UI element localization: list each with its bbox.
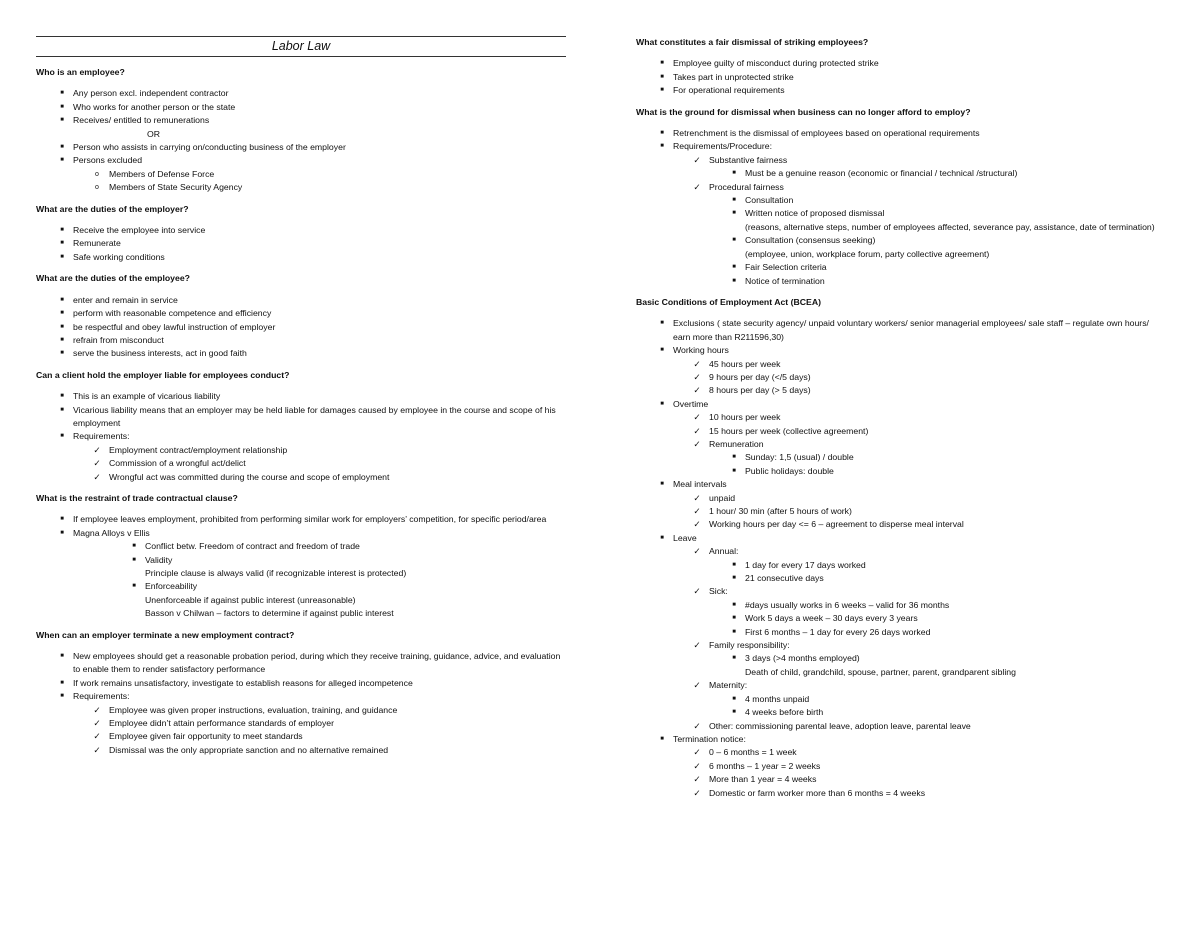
square-bullet-icon: ■ xyxy=(60,336,64,343)
square-bullet-icon: ■ xyxy=(132,556,136,563)
list-item-text: Employee didn’t attain performance standards of employer xyxy=(109,718,335,729)
section-list xyxy=(36,650,566,757)
list-item xyxy=(636,261,1166,274)
square-bullet-icon: ■ xyxy=(732,655,736,662)
list-item-text: Magna Alloys v Ellis xyxy=(73,527,150,538)
list-item-text: Requirements: xyxy=(73,431,130,442)
list-item xyxy=(636,787,1166,800)
square-bullet-icon: ■ xyxy=(60,679,64,686)
list-item-text: For operational requirements xyxy=(673,85,785,96)
section-heading: What is the ground for dismissal when business can no longer afford to employ? xyxy=(636,106,971,117)
list-item-text: Meal intervals xyxy=(673,479,727,490)
list-item xyxy=(36,457,566,470)
square-bullet-icon: ■ xyxy=(660,87,664,94)
list-item xyxy=(36,101,566,114)
list-item-text: If work remains unsatisfactory, investigate to establish reasons for alleged incompetence xyxy=(73,677,413,688)
list-item-text: Members of Defense Force xyxy=(109,168,215,179)
list-item xyxy=(636,492,1166,505)
list-item-text: 1 hour/ 30 min (after 5 hours of work) xyxy=(709,506,852,516)
list-item-text: Public holidays: double xyxy=(745,465,834,476)
section-heading: When can an employer terminate a new employment contract? xyxy=(36,629,295,640)
list-item xyxy=(636,154,1166,167)
list-item xyxy=(36,717,566,730)
list-item xyxy=(636,234,1166,247)
list-item xyxy=(636,666,1166,679)
section-heading: What is the restraint of trade contractual clause? xyxy=(36,492,238,503)
list-item xyxy=(36,404,566,431)
list-item-text: Exclusions ( state security agency/ unpaid voluntary workers/ senior managerial employees/ sale staff – regulate own hours/ earn more than R211596,30) xyxy=(673,318,1149,342)
square-bullet-icon: ■ xyxy=(60,516,64,523)
list-item xyxy=(36,307,566,320)
square-bullet-icon: ■ xyxy=(60,693,64,700)
square-bullet-icon: ■ xyxy=(660,73,664,80)
square-bullet-icon: ■ xyxy=(60,240,64,247)
list-item-text: If employee leaves employment, prohibited from performing similar work for employers’ competition, for specific period/area xyxy=(73,514,547,525)
list-item-text: Principle clause is always valid (if recognizable interest is protected) xyxy=(145,568,407,578)
list-item xyxy=(636,371,1166,384)
square-bullet-icon: ■ xyxy=(660,481,664,488)
square-bullet-icon: ■ xyxy=(60,253,64,260)
list-item-text: Death of child, grandchild, spouse, partner, parent, grandparent sibling xyxy=(745,666,1016,677)
list-item xyxy=(636,545,1166,558)
checkmark-icon: ✓ xyxy=(693,787,701,798)
list-item-text: Overtime xyxy=(673,398,709,409)
list-item xyxy=(636,733,1166,746)
list-item-text: Termination notice: xyxy=(673,733,746,744)
square-bullet-icon: ■ xyxy=(732,601,736,608)
square-bullet-icon: ■ xyxy=(660,130,664,137)
list-item-text: Leave xyxy=(673,532,697,543)
checkmark-icon: ✓ xyxy=(93,471,101,482)
list-item xyxy=(636,221,1166,234)
list-item xyxy=(36,471,566,484)
list-item-text: Vicarious liability means that an employer may be held liable for damages caused by employee in the course and scope of his employment xyxy=(73,404,556,428)
list-item xyxy=(636,384,1166,397)
checkmark-icon: ✓ xyxy=(693,760,701,771)
checkmark-icon: ✓ xyxy=(693,720,701,731)
checkmark-icon: ✓ xyxy=(93,458,101,469)
list-item xyxy=(636,398,1166,411)
square-bullet-icon: ■ xyxy=(60,529,64,536)
list-item-text: OR xyxy=(147,128,161,139)
list-item xyxy=(36,251,566,264)
list-item xyxy=(636,505,1166,518)
circle-bullet-icon: o xyxy=(95,170,99,178)
checkmark-icon: ✓ xyxy=(693,371,701,382)
checkmark-icon: ✓ xyxy=(93,718,101,729)
square-bullet-icon: ■ xyxy=(732,467,736,474)
list-item xyxy=(636,181,1166,194)
right-column xyxy=(636,36,1166,808)
list-item xyxy=(636,693,1166,706)
list-item-text: Members of State Security Agency xyxy=(109,182,243,193)
list-item xyxy=(636,317,1166,344)
list-item-text: enter and remain in service xyxy=(73,294,178,305)
square-bullet-icon: ■ xyxy=(60,90,64,97)
checkmark-icon: ✓ xyxy=(693,546,701,557)
list-item-text: Person who assists in carrying on/conducting business of the employer xyxy=(73,142,346,153)
list-item-text: Requirements/Procedure: xyxy=(673,141,772,152)
list-item xyxy=(36,141,566,154)
list-item-text: Wrongful act was committed during the course and scope of employment xyxy=(109,471,390,482)
list-item-text: Unenforceable if against public interest (unreasonable) xyxy=(145,594,356,605)
list-item xyxy=(636,720,1166,733)
list-item-text: More than 1 year = 4 weeks xyxy=(709,774,817,785)
checkmark-icon: ✓ xyxy=(93,444,101,455)
section-list xyxy=(36,224,566,264)
checkmark-icon: ✓ xyxy=(693,358,701,369)
list-item xyxy=(636,425,1166,438)
list-item xyxy=(36,224,566,237)
list-item xyxy=(636,358,1166,371)
square-bullet-icon: ■ xyxy=(660,400,664,407)
list-item xyxy=(636,585,1166,598)
list-item xyxy=(36,181,566,194)
checkmark-icon: ✓ xyxy=(693,438,701,449)
list-item xyxy=(636,626,1166,639)
section-heading: Who is an employee? xyxy=(36,67,125,77)
list-item xyxy=(636,344,1166,357)
square-bullet-icon: ■ xyxy=(732,709,736,716)
square-bullet-icon: ■ xyxy=(60,393,64,400)
list-item xyxy=(36,607,566,620)
checkmark-icon: ✓ xyxy=(693,412,701,423)
list-item-text: Takes part in unprotected strike xyxy=(673,71,794,82)
list-item-text: Persons excluded xyxy=(73,155,143,166)
list-item-text: This is an example of vicarious liability xyxy=(73,391,221,402)
section-heading: What are the duties of the employer? xyxy=(36,203,189,214)
square-bullet-icon: ■ xyxy=(132,543,136,550)
list-item xyxy=(36,704,566,717)
list-item-text: unpaid xyxy=(709,492,736,503)
checkmark-icon: ✓ xyxy=(693,586,701,597)
list-item-text: Remunerate xyxy=(73,238,121,249)
list-item xyxy=(36,594,566,607)
section-heading: Can a client hold the employer liable for employees conduct? xyxy=(36,369,290,380)
checkmark-icon: ✓ xyxy=(693,385,701,396)
square-bullet-icon: ■ xyxy=(660,735,664,742)
list-item-text: #days usually works in 6 weeks – valid for 36 months xyxy=(745,599,950,610)
list-item xyxy=(36,677,566,690)
checkmark-icon: ✓ xyxy=(93,744,101,755)
list-item-text: Other: commissioning parental leave, adoption leave, parental leave xyxy=(709,720,971,731)
square-bullet-icon: ■ xyxy=(660,534,664,541)
square-bullet-icon: ■ xyxy=(132,583,136,590)
list-item-text: serve the business interests, act in good faith xyxy=(73,348,247,359)
list-item xyxy=(636,612,1166,625)
list-item xyxy=(36,730,566,743)
square-bullet-icon: ■ xyxy=(732,628,736,635)
checkmark-icon: ✓ xyxy=(693,774,701,785)
list-item-text: Work 5 days a week – 30 days every 3 years xyxy=(745,613,918,624)
list-item-text: (reasons, alternative steps, number of employees affected, severance pay, assistance, date of termination) xyxy=(745,221,1155,232)
square-bullet-icon: ■ xyxy=(60,157,64,164)
list-item-text: Employee guilty of misconduct during protected strike xyxy=(673,58,879,69)
list-item-text: 3 days (>4 months employed) xyxy=(745,653,860,664)
checkmark-icon: ✓ xyxy=(693,747,701,758)
circle-bullet-icon: o xyxy=(95,184,99,192)
list-item-text: Fair Selection criteria xyxy=(745,262,827,273)
list-item xyxy=(636,438,1166,451)
list-item xyxy=(636,679,1166,692)
list-item-text: Written notice of proposed dismissal xyxy=(745,208,885,219)
list-item-text: Safe working conditions xyxy=(73,251,165,262)
list-item-text: Conflict betw. Freedom of contract and freedom of trade xyxy=(145,541,360,552)
square-bullet-icon: ■ xyxy=(60,350,64,357)
list-item-text: Dismissal was the only appropriate sanction and no alternative remained xyxy=(109,744,389,755)
list-item xyxy=(636,572,1166,585)
list-item xyxy=(36,513,566,526)
section-heading: What are the duties of the employee? xyxy=(36,273,190,284)
square-bullet-icon: ■ xyxy=(732,237,736,244)
list-item xyxy=(36,237,566,250)
square-bullet-icon: ■ xyxy=(732,264,736,271)
left-column xyxy=(36,36,566,765)
list-item-text: 15 hours per week (collective agreement) xyxy=(709,425,869,436)
square-bullet-icon: ■ xyxy=(732,454,736,461)
right-column-body xyxy=(636,36,1166,800)
square-bullet-icon: ■ xyxy=(60,296,64,303)
list-item-text: Sunday: 1,5 (usual) / double xyxy=(745,452,854,463)
list-item xyxy=(36,128,566,141)
list-item-text: Receive the employee into service xyxy=(73,225,206,236)
checkmark-icon: ✓ xyxy=(693,425,701,436)
list-item-text: 9 hours per day (</5 days) xyxy=(709,371,811,382)
list-item xyxy=(636,518,1166,531)
list-item-text: be respectful and obey lawful instruction of employer xyxy=(73,321,276,332)
list-item-text: 4 months unpaid xyxy=(745,693,810,704)
list-item-text: Procedural fairness xyxy=(709,181,784,192)
list-item-text: Requirements: xyxy=(73,691,130,702)
list-item-text: First 6 months – 1 day for every 26 days worked xyxy=(745,626,931,637)
square-bullet-icon: ■ xyxy=(732,170,736,177)
list-item xyxy=(36,650,566,677)
list-item-text: Remuneration xyxy=(709,438,764,449)
list-item xyxy=(36,114,566,127)
section-list xyxy=(36,87,566,194)
list-item-text: Maternity: xyxy=(709,680,748,691)
list-item xyxy=(36,347,566,360)
square-bullet-icon: ■ xyxy=(660,347,664,354)
list-item-text: 6 months – 1 year = 2 weeks xyxy=(709,760,821,771)
list-item xyxy=(636,760,1166,773)
square-bullet-icon: ■ xyxy=(60,653,64,660)
square-bullet-icon: ■ xyxy=(60,117,64,124)
list-item xyxy=(36,154,566,167)
list-item-text: 45 hours per week xyxy=(709,358,781,369)
square-bullet-icon: ■ xyxy=(732,561,736,568)
list-item xyxy=(36,321,566,334)
list-item-text: Receives/ entitled to remunerations xyxy=(73,115,210,126)
list-item xyxy=(36,390,566,403)
checkmark-icon: ✓ xyxy=(693,519,701,530)
checkmark-icon: ✓ xyxy=(693,154,701,165)
square-bullet-icon: ■ xyxy=(732,197,736,204)
checkmark-icon: ✓ xyxy=(93,704,101,715)
checkmark-icon: ✓ xyxy=(693,506,701,516)
list-item-text: Sick: xyxy=(709,586,728,597)
square-bullet-icon: ■ xyxy=(60,227,64,234)
list-item xyxy=(636,746,1166,759)
list-item-text: Validity xyxy=(145,554,173,565)
list-item xyxy=(36,168,566,181)
square-bullet-icon: ■ xyxy=(60,310,64,317)
list-item xyxy=(636,207,1166,220)
square-bullet-icon: ■ xyxy=(660,143,664,150)
list-item xyxy=(636,167,1166,180)
list-item xyxy=(636,71,1166,84)
list-item-text: Must be a genuine reason (economic or financial / technical /structural) xyxy=(745,168,1018,179)
list-item-text: Family responsibility: xyxy=(709,640,790,651)
list-item-text: Commission of a wrongful act/delict xyxy=(109,458,246,469)
list-item-text: perform with reasonable competence and efficiency xyxy=(73,308,272,319)
list-item xyxy=(636,57,1166,70)
list-item-text: Basson v Chilwan – factors to determine if against public interest xyxy=(145,608,394,619)
list-item-text: 21 consecutive days xyxy=(745,573,824,584)
list-item xyxy=(636,451,1166,464)
section-list xyxy=(36,513,566,620)
list-item-text: 1 day for every 17 days worked xyxy=(745,559,866,570)
list-item xyxy=(636,532,1166,545)
list-item-text: Employee was given proper instructions, evaluation, training, and guidance xyxy=(109,704,398,715)
list-item xyxy=(636,465,1166,478)
section-list xyxy=(636,317,1166,800)
list-item xyxy=(636,194,1166,207)
list-item xyxy=(636,127,1166,140)
square-bullet-icon: ■ xyxy=(732,210,736,217)
list-item xyxy=(636,275,1166,288)
list-item-text: Employee given fair opportunity to meet standards xyxy=(109,731,303,742)
list-item xyxy=(636,559,1166,572)
list-item xyxy=(636,652,1166,665)
checkmark-icon: ✓ xyxy=(693,640,701,651)
list-item-text: Employment contract/employment relationship xyxy=(109,444,288,455)
square-bullet-icon: ■ xyxy=(732,575,736,582)
list-item-text: Notice of termination xyxy=(745,275,825,286)
list-item-text: 0 – 6 months = 1 week xyxy=(709,747,797,758)
square-bullet-icon: ■ xyxy=(60,433,64,440)
checkmark-icon: ✓ xyxy=(93,731,101,742)
square-bullet-icon: ■ xyxy=(60,144,64,151)
list-item-text: Substantive fairness xyxy=(709,154,788,165)
section-list xyxy=(636,57,1166,97)
list-item-text: Working hours per day <= 6 – agreement to disperse meal interval xyxy=(709,519,964,530)
list-item xyxy=(36,554,566,567)
list-item xyxy=(36,580,566,593)
list-item xyxy=(36,690,566,703)
list-item-text: 4 weeks before birth xyxy=(745,707,824,718)
list-item xyxy=(36,540,566,553)
square-bullet-icon: ■ xyxy=(732,695,736,702)
list-item-text: New employees should get a reasonable probation period, during which they receive training, guidance, advice, and evaluation to enable them to render satisfactory performance xyxy=(73,651,561,675)
list-item-text: Consultation (consensus seeking) xyxy=(745,235,876,246)
square-bullet-icon: ■ xyxy=(660,320,664,327)
left-column-body xyxy=(36,66,566,757)
list-item xyxy=(36,527,566,540)
document-title: Labor Law xyxy=(36,36,566,57)
list-item-text: Annual: xyxy=(709,546,739,557)
checkmark-icon: ✓ xyxy=(693,680,701,691)
list-item-text: Enforceability xyxy=(145,581,198,592)
list-item-text: Who works for another person or the state xyxy=(73,101,236,112)
list-item xyxy=(636,599,1166,612)
square-bullet-icon: ■ xyxy=(60,323,64,330)
list-item xyxy=(36,430,566,443)
square-bullet-icon: ■ xyxy=(660,60,664,67)
list-item-text: (employee, union, workplace forum, party collective agreement) xyxy=(745,248,990,259)
list-item-text: Consultation xyxy=(745,195,794,206)
list-item xyxy=(636,639,1166,652)
list-item-text: 8 hours per day (> 5 days) xyxy=(709,385,811,396)
list-item xyxy=(636,140,1166,153)
section-list xyxy=(36,390,566,484)
list-item xyxy=(636,478,1166,491)
list-item-text: Any person excl. independent contractor xyxy=(73,88,229,99)
section-heading: What constitutes a fair dismissal of striking employees? xyxy=(636,37,869,47)
list-item xyxy=(36,567,566,580)
list-item xyxy=(636,411,1166,424)
list-item xyxy=(36,334,566,347)
list-item xyxy=(36,744,566,757)
list-item-text: refrain from misconduct xyxy=(73,334,164,345)
checkmark-icon: ✓ xyxy=(693,181,701,192)
square-bullet-icon: ■ xyxy=(60,103,64,110)
list-item xyxy=(36,444,566,457)
square-bullet-icon: ■ xyxy=(60,406,64,413)
section-heading: Basic Conditions of Employment Act (BCEA) xyxy=(636,296,822,307)
list-item-text: Working hours xyxy=(673,345,729,356)
list-item-text: Retrenchment is the dismissal of employees based on operational requirements xyxy=(673,128,980,139)
list-item-text: Domestic or farm worker more than 6 months = 4 weeks xyxy=(709,787,926,798)
list-item-text: 10 hours per week xyxy=(709,412,781,423)
list-item xyxy=(36,294,566,307)
list-item xyxy=(36,87,566,100)
square-bullet-icon: ■ xyxy=(732,277,736,284)
section-list xyxy=(636,127,1166,288)
list-item xyxy=(636,248,1166,261)
checkmark-icon: ✓ xyxy=(693,492,701,503)
list-item xyxy=(636,773,1166,786)
section-list xyxy=(36,294,566,361)
list-item xyxy=(636,84,1166,97)
list-item xyxy=(636,706,1166,719)
square-bullet-icon: ■ xyxy=(732,615,736,622)
